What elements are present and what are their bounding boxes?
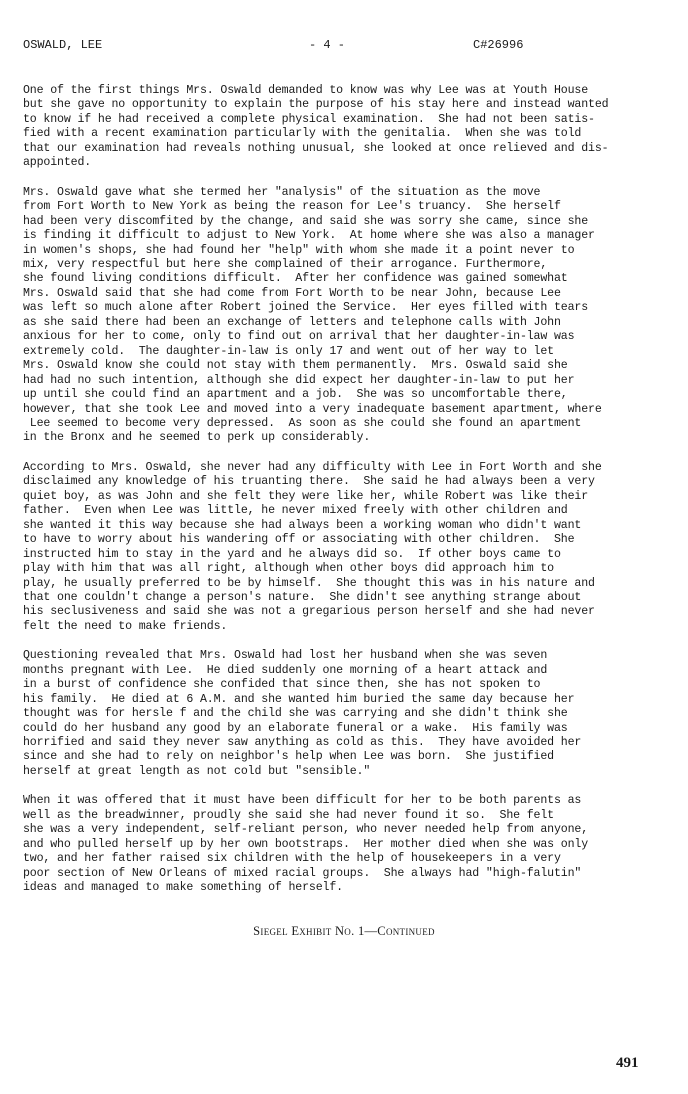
paragraph-move-analysis: Mrs. Oswald gave what she termed her "analysis" of the situation as the move from Fort Worth to New York as being the reason for Lee's truancy. She herself had been very discomfited by the change, and said she was sorry she came, since she is finding it difficult to adjust to New York. At home where she was also a manager in women's shops, she had found her "help" with whom she made it a point never to mix, very respectful but here she complained of their arrogance. Furthermore, she found living conditions difficult. After her confidence was gained somewhat Mrs. Oswald said that she had come from Fort Worth to be near John, because Lee was left so much alone after Robert joined the Service. Her eyes filled with tears as she said there had been an exchange of letters and telephone calls with John anxious for her to come, only to find out on arrival that her daughter-in-law was extremely cold. The daughter-in-law is only 17 and went out of her way to let Mrs. Oswald know she could not stay with them permanently. Mrs. Oswald said she had had no such intention, although she did expect her daughter-in-law to put her up until she could find an apartment and a job. She was so uncomfortable there, however, that she took Lee and moved into a very inadequate basement apartment, where Lee seemed to become very depressed. As soon as she could she found an apartment in the Bronx and he seemed to perk up considerably. — [23, 185, 602, 445]
paragraph-husband-death: Questioning revealed that Mrs. Oswald had lost her husband when she was seven months pregnant with Lee. He died suddenly one morning of a heart attack and in a burst of confidence she confided that since then, she has not spoken to his family. He died at 6 A.M. and she wanted him buried the same day because her thought was for hersle f and the child she was carrying and she didn't think she could do her husband any good by an elaborate funeral or a wake. His family was horrified and said they never saw anything as cold as this. They have avoided her since and she had to rely on neighbor's help when Lee was born. She justified herself at great length as not cold but "sensible." — [23, 649, 582, 778]
paragraph-fort-worth: According to Mrs. Oswald, she never had any difficulty with Lee in Fort Worth and she disclaimed any knowledge of his truanting there. She said he had always been a very quiet boy, as was John and she felt they were like her, while Robert was like their father. Even when Lee was little, he never mixed freely with other children and she wanted it this way because she had always been a working woman who didn't want to have to worry about his wandering off or associating with other children. She instructed him to stay in the yard and he always did so. If other boys came to play with him that was all right, although when other boys did approach him to play, he usually preferred to be by himself. She thought this was in his nature and that one couldn't change a person's nature. She didn't see anything strange about his seclusiveness and said she was not a gregarious person herself and she had never felt the need to make friends. — [23, 460, 602, 633]
page-header — [23, 38, 658, 56]
page-number: 491 — [616, 1055, 639, 1071]
page-indicator: - 4 - — [309, 38, 346, 52]
paragraph-independence: When it was offered that it must have been difficult for her to be both parents as well as the breadwinner, proudly she said she had never found it so. She felt she was a very independent, self-reliant person, who never needed help from anyone, and who pulled herself up by her own bootstraps. Her mother died when she was only two, and her father raised six children with the help of housekeepers in a very poor section of New Orleans of mixed racial groups. She always had "high-falutin" ideas and managed to make something of herself. — [23, 794, 589, 895]
case-number: C#26996 — [473, 38, 524, 52]
exhibit-caption: Siegel Exhibit No. 1—Continued — [253, 924, 435, 938]
paragraph-physical-exam: One of the first things Mrs. Oswald demanded to know was why Lee was at Youth House but she gave no opportunity to explain the purpose of his stay here and instead wanted to know if he had received a complete physical examination. She had not been satis- fied with a recent examination particularly with the genitalia. When she was told that our examination had reveals nothing unusual, she looked at once relieved and dis- appointed. — [23, 84, 609, 170]
report-body — [23, 84, 653, 911]
subject-name: OSWALD, LEE — [23, 38, 103, 52]
